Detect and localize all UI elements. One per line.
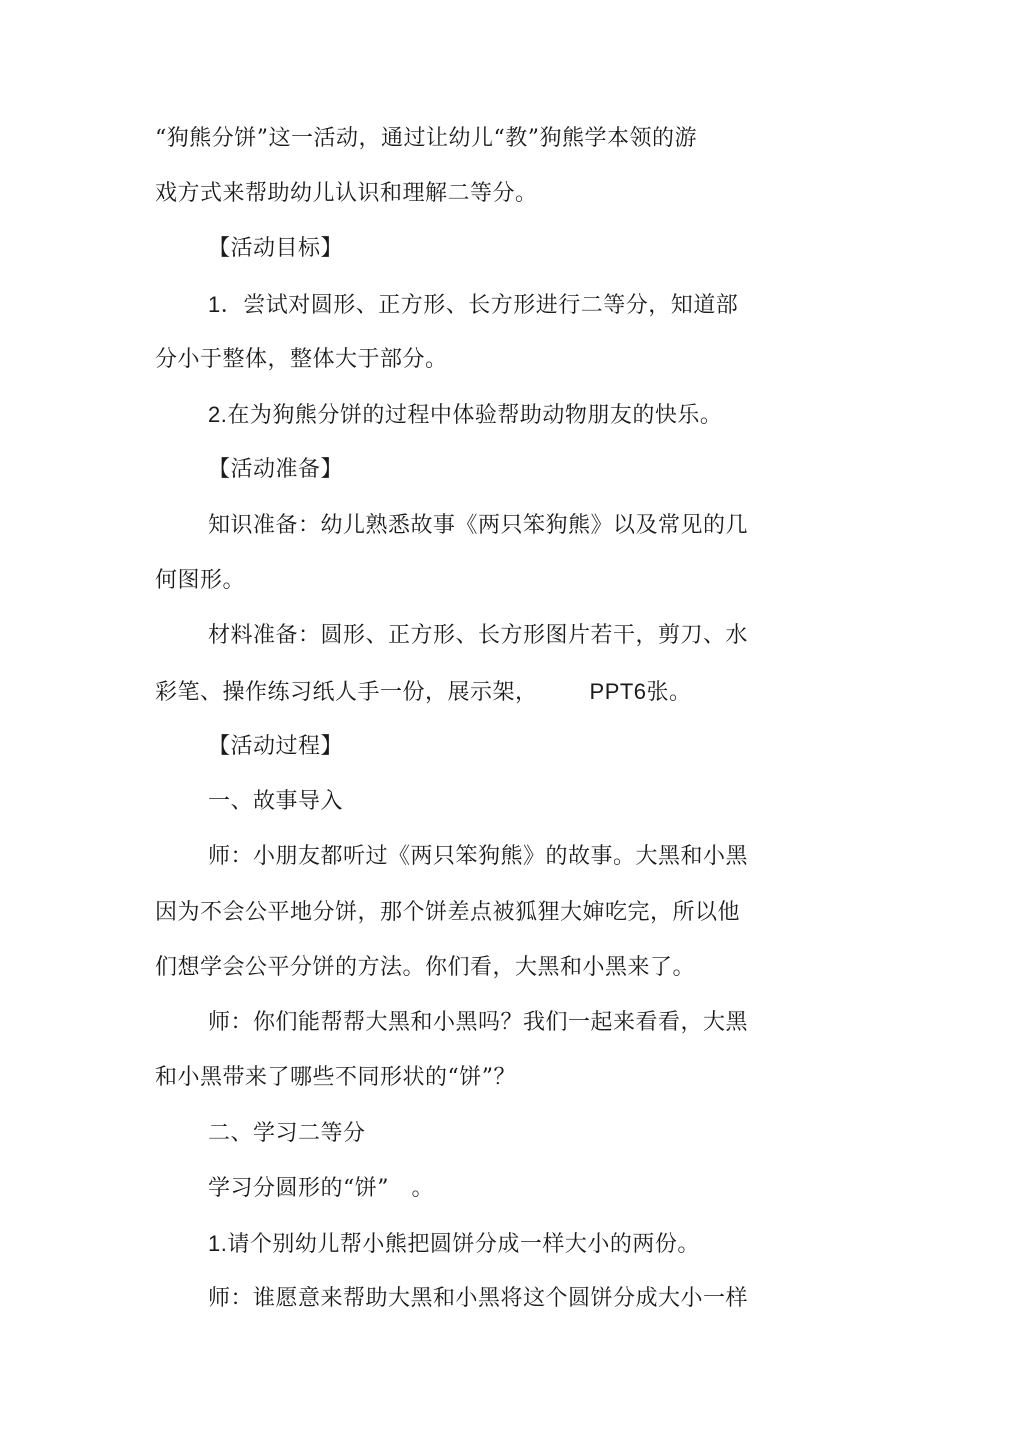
goal-1-text-1: 尝试对圆形、正方形、长方形进行二等分，知道部 (243, 293, 739, 318)
circle-1-text: 请个别幼儿帮小熊把圆饼分成一样大小的两份。 (227, 1232, 700, 1257)
prep-material-text-2: 彩笔、操作练习纸人手一份，展示架， (155, 680, 538, 705)
prep-material-line-1: 材料准备：圆形、正方形、长方形图片若干，剪刀、水 (208, 623, 749, 648)
circle-1-line (208, 1227, 828, 1261)
circle-1-number: 1. (208, 1231, 228, 1256)
ppt-suffix: 张。 (646, 680, 692, 705)
ppt-count: PPT6 (589, 679, 647, 704)
intro-line-1: “狗熊分饼”这一活动，通过让幼儿“教”狗熊学本领的游 (155, 126, 697, 151)
teacher-2-line-1: 师：你们能帮帮大黑和小黑吗？我们一起来看看，大黑 (208, 1010, 749, 1035)
step-2-heading: 二、学习二等分 (208, 1121, 366, 1146)
goal-2-text: 在为狗熊分饼的过程中体验帮助动物朋友的快乐。 (227, 403, 723, 428)
prep-knowledge-line-1: 知识准备：幼儿熟悉故事《两只笨狗熊》以及常见的几 (208, 513, 749, 538)
teacher-1-line-1: 师：小朋友都听过《两只笨狗熊》的故事。大黑和小黑 (208, 844, 749, 869)
teacher-2-line-2: 和小黑带来了哪些不同形状的“饼”？ (155, 1065, 516, 1090)
goal-2-line (208, 398, 828, 432)
goal-heading: 【活动目标】 (208, 236, 344, 261)
prep-heading: 【活动准备】 (208, 457, 344, 482)
process-heading: 【活动过程】 (208, 734, 344, 759)
goal-1-line-2: 分小于整体，整体大于部分。 (155, 347, 448, 372)
teacher-3-line: 师：谁愿意来帮助大黑和小黑将这个圆饼分成大小一样 (208, 1286, 749, 1311)
teacher-1-line-2: 因为不会公平地分饼，那个饼差点被狐狸大婶吃完，所以他 (155, 900, 741, 925)
goal-1-number: 1． (208, 292, 244, 317)
prep-material-line-2 (155, 675, 775, 709)
step-1-heading: 一、故事导入 (208, 789, 344, 814)
teacher-1-line-3: 们想学会公平分饼的方法。你们看，大黑和小黑来了。 (155, 955, 696, 980)
intro-line-2: 戏方式来帮助幼儿认识和理解二等分。 (155, 181, 538, 206)
goal-2-number: 2. (208, 402, 228, 427)
prep-knowledge-line-2: 何图形。 (155, 568, 246, 593)
circle-heading: 学习分圆形的“饼” 。 (208, 1176, 434, 1201)
goal-1-line-1 (208, 288, 828, 322)
